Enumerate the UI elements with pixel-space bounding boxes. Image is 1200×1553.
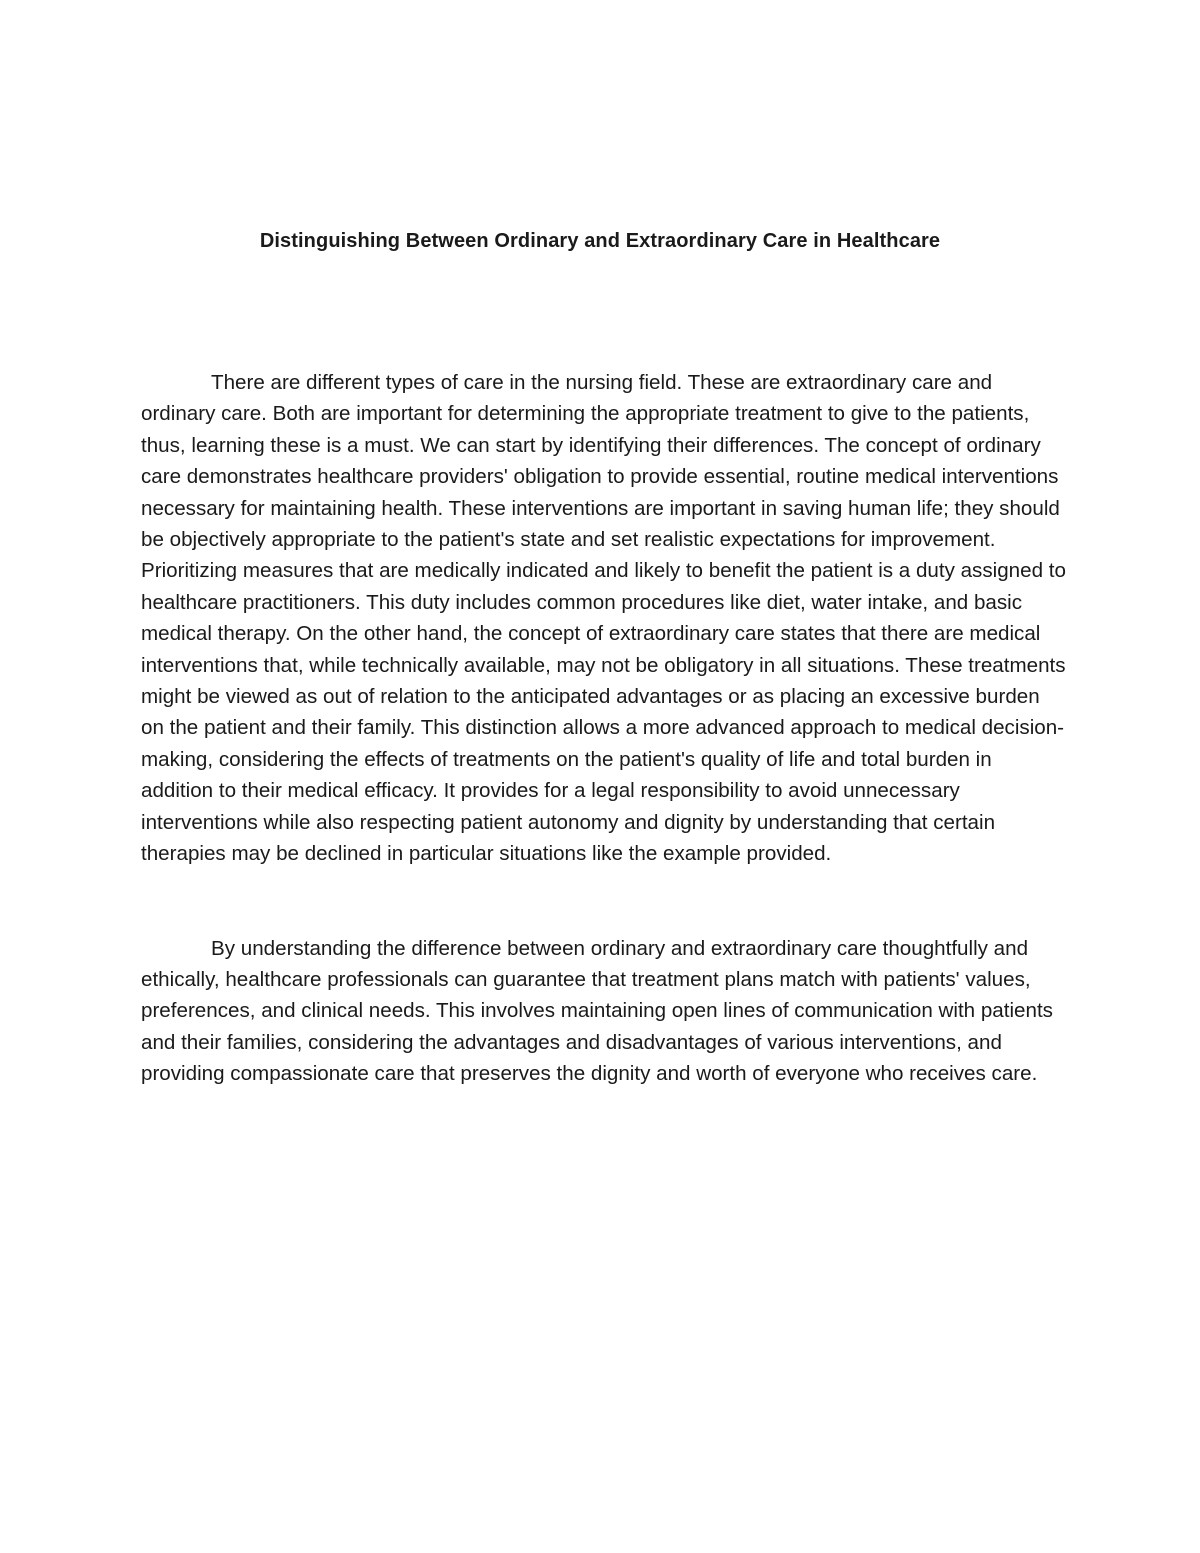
document-body — [141, 367, 1066, 1090]
paragraph-2: By understanding the difference between ordinary and extraordinary care thoughtfully and ethically, healthcare professionals can guarantee that treatment plans match with patients' values, preferences, and clinical needs. This involves maintaining open lines of communication with patients and their families, considering the advantages and disadvantages of various interventions, and providing compassionate care that preserves the dignity and worth of everyone who receives care. — [141, 936, 1053, 1086]
document-title: Distinguishing Between Ordinary and Extraordinary Care in Healthcare — [259, 230, 941, 252]
paragraph-1: There are different types of care in the nursing field. These are extraordinary care and ordinary care. Both are important for determining the appropriate treatment to give to the patients, thus, learning these is a must. We can start by identifying their differences. The concept of ordinary care demonstrates healthcare providers' obligation to provide essential, routine medical interventions necessary for maintaining health. These interventions are important in saving human life; they should be objectively appropriate to the patient's state and set realistic expectations for improvement. Prioritizing measures that are medically indicated and likely to benefit the patient is a duty assigned to healthcare practitioners. This duty includes common procedures like diet, water intake, and basic medical therapy. On the other hand, the concept of extraordinary care states that there are medical interventions that, while technically available, may not be obligatory in all situations. These treatments might be viewed as out of relation to the anticipated advantages or as placing an excessive burden on the patient and their family. This distinction allows a more advanced approach to medical decision-making, considering the effects of treatments on the patient's quality of life and total burden in addition to their medical efficacy. It provides for a legal responsibility to avoid unnecessary interventions while also respecting patient autonomy and dignity by understanding that certain therapies may be declined in particular situations like the example provided. — [141, 371, 1066, 866]
